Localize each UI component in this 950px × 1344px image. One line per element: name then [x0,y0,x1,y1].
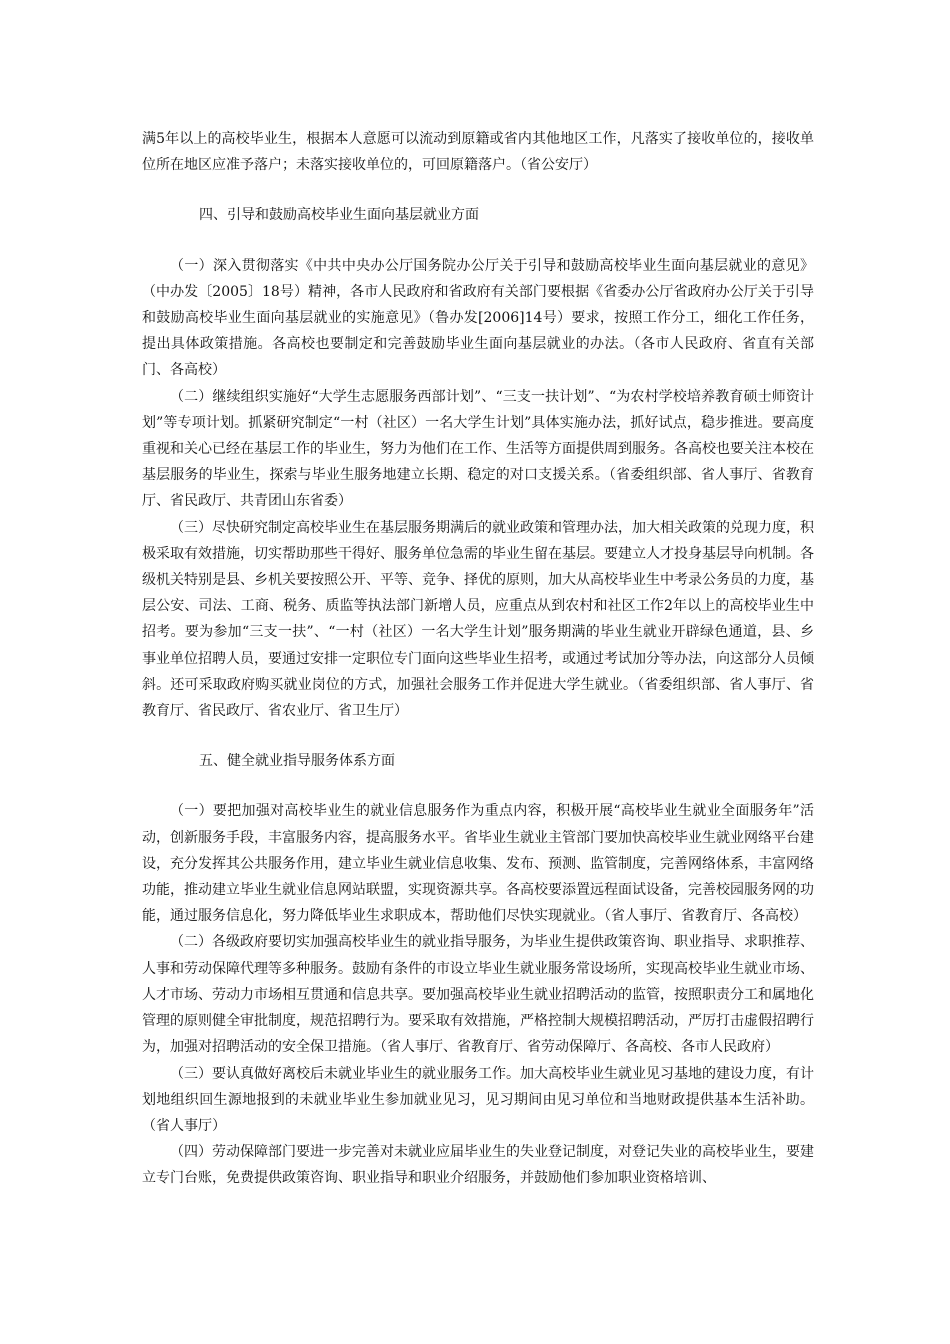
spacer [142,178,814,202]
paragraph-hukou-continuation: 满5年以上的高校毕业生，根据本人意愿可以流动到原籍或省内其他地区工作，凡落实了接收单位的，接收单位所在地区应准予落户；未落实接收单位的，可回原籍落户。（省公安厅） [142,131,814,174]
paragraph-5-1: （一）要把加强对高校毕业生的就业信息服务作为重点内容，积极开展“高校毕业生就业全面服务年”活动，创新服务手段，丰富服务内容，提高服务水平。省毕业生就业主管部门要加快高校毕业生就业网络平台建设，充分发挥其公共服务作用，建立毕业生就业信息收集、发布、预测、监管制度，完善网络体系，丰富网络功能，推动建立毕业生就业信息网站联盟，实现资源共享。各高校要添置远程面试设备，完善校园服务网的功能，通过服务信息化，努力降低毕业生求职成本，帮助他们尽快实现就业。（省人事厅、省教育厅、各高校） [142,803,814,925]
document-page [142,126,814,1192]
spacer [142,229,814,253]
paragraph-4-1: （一）深入贯彻落实《中共中央办公厅国务院办公厅关于引导和鼓励高校毕业生面向基层就业的意见》（中办发〔2005〕18号）精神，各市人民政府和省政府有关部门要根据《省委办公厅省政府办公厅关于引导和鼓励高校毕业生面向基层就业的实施意见》（鲁办发[2006]14号）要求，按照工作分工，细化工作任务，提出具体政策措施。各高校也要制定和完善鼓励毕业生面向基层就业的办法。（各市人民政府、省直有关部门、各高校） [142,257,814,379]
paragraph-5-3: （三）要认真做好离校后未就业毕业生的就业服务工作。加大高校毕业生就业见习基地的建设力度，有计划地组织回生源地报到的未就业毕业生参加就业见习，见习期间由见习单位和当地财政提供基本生活补助。（省人事厅） [142,1065,814,1134]
paragraph-4-2: （二）继续组织实施好“大学生志愿服务西部计划”、“三支一扶计划”、“为农村学校培养教育硕士师资计划”等专项计划。抓紧研究制定“一村（社区）一名大学生计划”具体实施办法，抓好试点，稳步推进。要高度重视和关心已经在基层工作的毕业生，努力为他们在工作、生活等方面提供周到服务。各高校也要关注本校在基层服务的毕业生，探索与毕业生服务地建立长期、稳定的对口支援关系。（省委组织部、省人事厅、省教育厅、省民政厅、共青团山东省委） [142,388,814,510]
section-heading-grassroots-employment: 四、引导和鼓励高校毕业生面向基层就业方面 [199,207,479,224]
section-heading-guidance-services: 五、健全就业指导服务体系方面 [199,753,395,770]
paragraph-5-4: （四）劳动保障部门要进一步完善对未就业应届毕业生的失业登记制度，对登记失业的高校毕业生，要建立专门台账，免费提供政策咨询、职业指导和职业介绍服务，并鼓励他们参加职业资格培训、 [142,1144,814,1187]
paragraph-5-2: （二）各级政府要切实加强高校毕业生的就业指导服务，为毕业生提供政策咨询、职业指导、求职推荐、人事和劳动保障代理等多种服务。鼓励有条件的市设立毕业生就业服务常设场所，实现高校毕业生就业市场、人才市场、劳动力市场相互贯通和信息共享。要加强高校毕业生就业招聘活动的监管，按照职责分工和属地化管理的原则健全审批制度，规范招聘行为。要采取有效措施，严格控制大规模招聘活动，严厉打击虚假招聘行为，加强对招聘活动的安全保卫措施。（省人事厅、省教育厅、省劳动保障厅、各高校、各市人民政府） [142,934,814,1056]
spacer [142,774,814,798]
spacer [142,724,814,748]
paragraph-4-3: （三）尽快研究制定高校毕业生在基层服务期满后的就业政策和管理办法，加大相关政策的兑现力度，积极采取有效措施，切实帮助那些干得好、服务单位急需的毕业生留在基层。要建立人才投身基层导向机制。各级机关特别是县、乡机关要按照公开、平等、竞争、择优的原则，加大从高校毕业生中考录公务员的力度，基层公安、司法、工商、税务、质监等执法部门新增人员，应重点从到农村和社区工作2年以上的高校毕业生中招考。要为参加“三支一扶”、“一村（社区）一名大学生计划”服务期满的毕业生就业开辟绿色通道，县、乡事业单位招聘人员，要通过安排一定职位专门面向这些毕业生招考，或通过考试加分等办法，向这部分人员倾斜。还可采取政府购买就业岗位的方式，加强社会服务工作并促进大学生就业。（省委组织部、省人事厅、省教育厅、省民政厅、省农业厅、省卫生厅） [142,519,814,720]
